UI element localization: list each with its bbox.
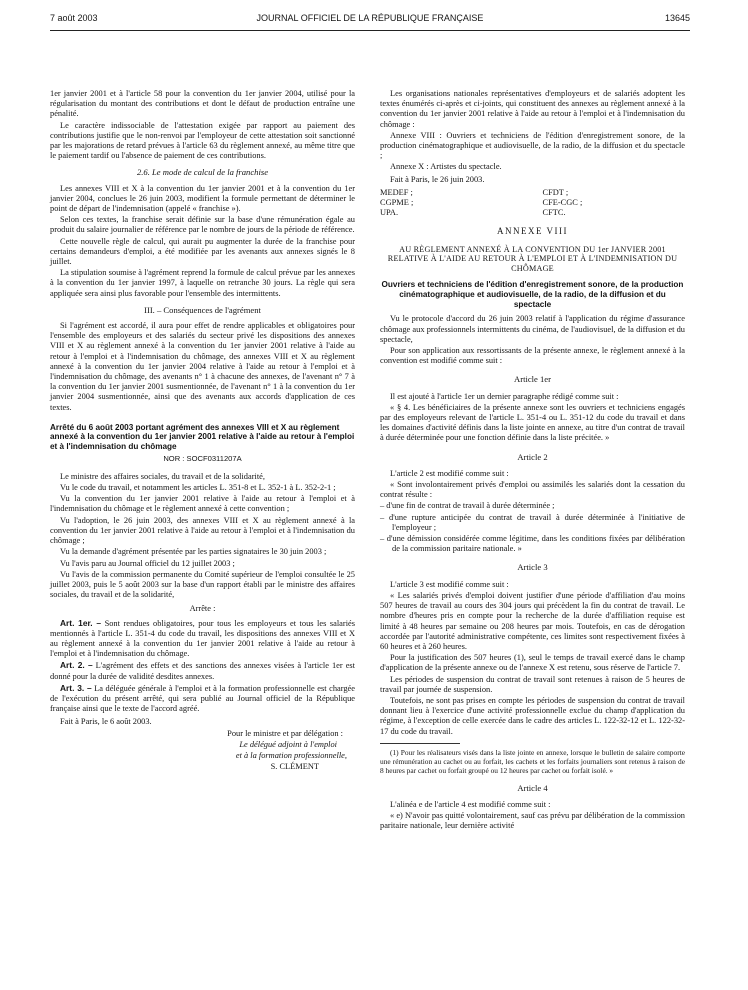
article-heading: Article 4 — [517, 782, 548, 793]
paragraph: Pour la justification des 507 heures (1), seul le temps de travail exercé dans le champ d'application de la présente annexe ou de l'annexe X est retenu, sous réserve de l'article 7. — [380, 653, 685, 673]
signature-date: Fait à Paris, le 6 août 2003. — [60, 717, 152, 727]
annex-heading: Ouvriers et techniciens de l'édition d'enregistrement sonore, de la production cinématographique et audiovisuelle, de la radio, de la diffusion et du spectacle — [381, 280, 684, 309]
list-item: – d'une fin de contrat de travail à durée déterminée ; — [380, 501, 555, 511]
paragraph: Vu le code du travail, et notamment les articles L. 351-8 et L. 352-1 à L. 352-2-1 ; — [60, 483, 336, 493]
signatory-name: S. CLÉMENT — [270, 762, 319, 772]
article-paragraph — [50, 683, 355, 715]
article-paragraph — [50, 660, 355, 681]
paragraph: Cette nouvelle règle de calcul, qui aurait pu augmenter la durée de la franchise pour certains demandeurs d'emploi, a été modifiée par les avenants aux annexes signés le 8 juillet. — [50, 236, 355, 267]
paragraph: Les organisations nationales représentatives d'employeurs et de salariés adoptent les textes énumérés ci-après et ci-joints, qui constituent des annexes au règlement annexé à la convention du 1er janvier 2001 relative à l'aide au retour à l'emploi et à l'indemnisation du chômage : — [380, 89, 685, 129]
article-label: Art. 2. – — [60, 660, 93, 671]
decree-title: Arrêté du 6 août 2003 portant agrément des annexes VIII et X au règlement annexé à la convention du 1er janvier 2001 relative à l'aide au retour à l'emploi et à l'indemnisation du chômage — [50, 422, 355, 452]
section-heading: III. – Conséquences de l'agrément — [144, 304, 261, 315]
annex-subtitle: AU RÈGLEMENT ANNEXÉ À LA CONVENTION DU 1er JANVIER 2001 RELATIVE À L'AIDE AU RETOUR À L'EMPLOI ET À L'INDEMNISATION DU CHÔMAGE — [387, 244, 678, 274]
paragraph: Vu l'avis paru au Journal officiel du 12 juillet 2003 ; — [60, 558, 235, 568]
paragraph: Vu la demande d'agrément présentée par les parties signataires le 30 juin 2003 ; — [60, 547, 327, 557]
paragraph: 1er janvier 2001 et à l'article 58 pour la convention du 1er janvier 2004, utilisé pour la régularisation du montant des contributions et dont le défaut de production entraîne une pénalité. — [50, 89, 355, 119]
paragraph: L'alinéa e de l'article 4 est modifié comme suit : — [390, 799, 551, 809]
paragraph: Fait à Paris, le 26 juin 2003. — [390, 174, 485, 184]
employer-signatories — [380, 188, 523, 219]
paragraph: Vu la convention du 1er janvier 2001 relative à l'aide au retour à l'emploi et à l'indemnisation du chômage et le règlement annexé à cette convention ; — [50, 494, 355, 514]
arrete-label: Arrête : — [189, 604, 216, 614]
list-item: – d'une démission considérée comme légitime, dans les conditions fixées par délibération de la commission paritaire nationale. » — [380, 534, 685, 554]
paragraph: Les annexes VIII et X à la convention du 1er janvier 2001 et à la convention du 1er janvier 2004, conclues le 26 juin 2003, modifient la formule permettant de déterminer le point de départ de l'indemnisation (appelé « franchise »). — [50, 183, 355, 214]
paragraph: L'article 2 est modifié comme suit : — [390, 468, 509, 478]
paragraph: La stipulation soumise à l'agrément reprend la formule de calcul prévue par les annexes à la convention du 1er janvier 1997, à laquelle on retranche 30 jours. La règle qui sera appliquée sera ainsi plus favorable pour l'ensemble des intermittents. — [50, 268, 355, 298]
article-text: Sont rendues obligatoires, pour tous les employeurs et tous les salariés mentionnés à l'article L. 351-4 du code du travail, les dispositions des annexes VIII et X au règlement annexé à la convention du 1er janvier 2001 relative à l'aide au retour à l'emploi et à l'indemnisation du chômage. — [50, 618, 355, 659]
union-signatories — [523, 188, 686, 219]
article-heading: Article 3 — [517, 562, 548, 573]
signatory: MEDEF ; — [380, 187, 413, 197]
paragraph: Selon ces textes, la franchise serait définie sur la base d'une rémunération égale au produit du salaire journalier de référence par le nombre de jours de la période de référence. — [50, 215, 355, 235]
article-heading: Article 1er — [514, 374, 551, 385]
left-column — [50, 89, 355, 773]
paragraph: « § 4. Les bénéficiaires de la présente annexe sont les ouvriers et techniciens engagés par des employeurs relevant de l'article L. 351-4 ou L. 351-12 du code du travail et dans les domaines d'activité définis dans la liste jointe en annexe, au titre d'un contrat de travail à durée déterminée pour une fonction définie dans la liste précitée. » — [380, 402, 685, 443]
paragraph: Toutefois, ne sont pas prises en compte les périodes de suspension du contrat de travail donnant lieu à l'exercice d'une activité professionnelle exclue du champ d'application du régime, à l'exception de celle exercée dans le cadre des articles L. 122-32-12 et L. 122-32-17 du code du travail. — [380, 695, 685, 736]
header-date: 7 août 2003 — [50, 13, 98, 23]
paragraph: Si l'agrément est accordé, il aura pour effet de rendre applicables et obligatoires pour l'ensemble des employeurs et des salariés du secteur privé les dispositions des annexes VIII et X au règlement annexé à la convention du 1er janvier 2001 relative à l'aide au retour à l'emploi et à l'indemnisation du chômage, des annexes VIII et X au règlement annexé à la convention du 1er janvier 2004 relative à l'aide au retour à l'emploi et à l'indemnisation du chômage, des avenants n° 1 à chacune des annexes, de l'avenant n° 7 à la convention du 1er janvier 2001 susmentionnée, de l'avenant n° 1 à la convention du 1er janvier 2004 susmentionnée, ainsi que des avenants aux accords d'application de ces textes. — [50, 321, 355, 412]
signature-role: Le délégué adjoint à l'emploi — [239, 739, 337, 749]
list-item: – d'une rupture anticipée du contrat de travail à durée déterminée à l'initiative de l'employeur ; — [380, 512, 685, 532]
footnote-rule — [380, 743, 460, 744]
paragraph: Vu le protocole d'accord du 26 juin 2003 relatif à l'application du régime d'assurance chômage aux professionnels intermittents du cinéma, de l'audiovisuel, de la diffusion et du spectacle, — [380, 314, 685, 344]
header-rule — [50, 30, 690, 31]
signatory: UPA. — [380, 208, 399, 218]
footnote: (1) Pour les réalisateurs visés dans la liste jointe en annexe, lorsque le bulletin de salaire comporte une rémunération au cachet ou au forfait, les cachets et les forfaits journaliers sont retenus à raison de 8 heures par cachet ou forfait groupé ou 12 heures par cachet ou forfait isolé. » — [380, 747, 685, 775]
paragraph: Pour son application aux ressortissants de la présente annexe, le règlement annexé à la convention est modifié comme suit : — [380, 346, 685, 366]
page-header — [50, 13, 690, 27]
paragraph: « Les salariés privés d'emploi doivent justifier d'une période d'affiliation d'au moins 507 heures de travail au cours des 304 jours qui précèdent la fin du contrat de travail. Le nombre d'heures pris en compte pour la recherche de la durée d'affiliation requise est limité à 48 heures par semaine ou 208 heures par mois. Toutefois, en cas de dérogation accordée par l'autorité administrative compétente, ces limites sont respectivement fixées à 60 heures et à 260 heures. — [380, 590, 685, 651]
section-heading: 2.6. Le mode de calcul de la franchise — [136, 167, 269, 178]
article-heading: Article 2 — [517, 451, 548, 462]
paragraph: « Sont involontairement privés d'emploi ou assimilés les salariés dont la cessation du contrat résulte : — [380, 480, 685, 500]
paragraph: Vu l'avis de la commission permanente du Comité supérieur de l'emploi consultée le 25 juillet 2003, puis le 5 août 2003 sur la base d'un rapport établi par le ministre des affaires sociales, du travail et de la solidarité, — [50, 569, 355, 600]
signatory: CFTC. — [542, 208, 566, 218]
article-label: Art. 1er. – — [60, 617, 102, 628]
page-number: 13645 — [664, 13, 690, 23]
paragraph: « e) N'avoir pas quitté volontairement, sauf cas prévu par délibération de la commission paritaire nationale, leur dernière activité — [380, 811, 685, 831]
article-paragraph — [50, 618, 355, 660]
right-column — [380, 89, 685, 833]
paragraph: Annexe X : Artistes du spectacle. — [390, 162, 502, 172]
article-text: La déléguée générale à l'emploi et à la formation professionnelle est chargée de l'exécution du présent arrêté, qui sera publié au Journal officiel de la République française ainsi que le texte de l'accord agréé. — [50, 683, 355, 714]
paragraph: Le caractère indissociable de l'attestation exigée par rapport au paiement des contributions justifie que le non-renvoi par l'employeur de cette attestation soit sanctionné par les majorations de retard prévues à l'article 63 du règlement annexé, au même titre que le paiement tardif ou l'absence de paiement de ces contributions. — [50, 120, 355, 161]
signatories — [380, 188, 685, 219]
signatory: CFE-CGC ; — [542, 198, 583, 208]
signature-delegation: Pour le ministre et par délégation : — [227, 728, 343, 738]
signatory: CGPME ; — [380, 198, 414, 208]
annex-title: ANNEXE VIII — [496, 226, 569, 237]
nor-reference: NOR : SOCF0311207A — [163, 453, 242, 463]
signatory: CFDT ; — [542, 187, 569, 197]
paragraph: Annexe VIII : Ouvriers et techniciens de l'édition d'enregistrement sonore, de la production cinématographique et audiovisuelle, de la radio, de la diffusion et du spectacle ; — [380, 130, 685, 161]
header-title: JOURNAL OFFICIEL DE LA RÉPUBLIQUE FRANÇAISE — [256, 13, 484, 23]
paragraph: Les périodes de suspension du contrat de travail sont retenues à raison de 5 heures de travail par journée de suspension. — [380, 674, 685, 694]
paragraph: Il est ajouté à l'article 1er un dernier paragraphe rédigé comme suit : — [390, 391, 619, 401]
paragraph: L'article 3 est modifié comme suit : — [390, 579, 509, 589]
article-text: L'agrément des effets et des sanctions des annexes visées à l'article 1er est donné pour la durée de validité desdites annexes. — [50, 661, 355, 681]
signature-role: et à la formation professionnelle, — [235, 750, 347, 760]
paragraph: Vu l'adoption, le 26 juin 2003, des annexes VIII et X au règlement annexé à la convention du 1er janvier 2001 relative à l'aide au retour à l'emploi et à l'indemnisation du chômage ; — [50, 515, 355, 546]
paragraph: Le ministre des affaires sociales, du travail et de la solidarité, — [60, 471, 265, 481]
article-label: Art. 3. – — [60, 682, 92, 693]
